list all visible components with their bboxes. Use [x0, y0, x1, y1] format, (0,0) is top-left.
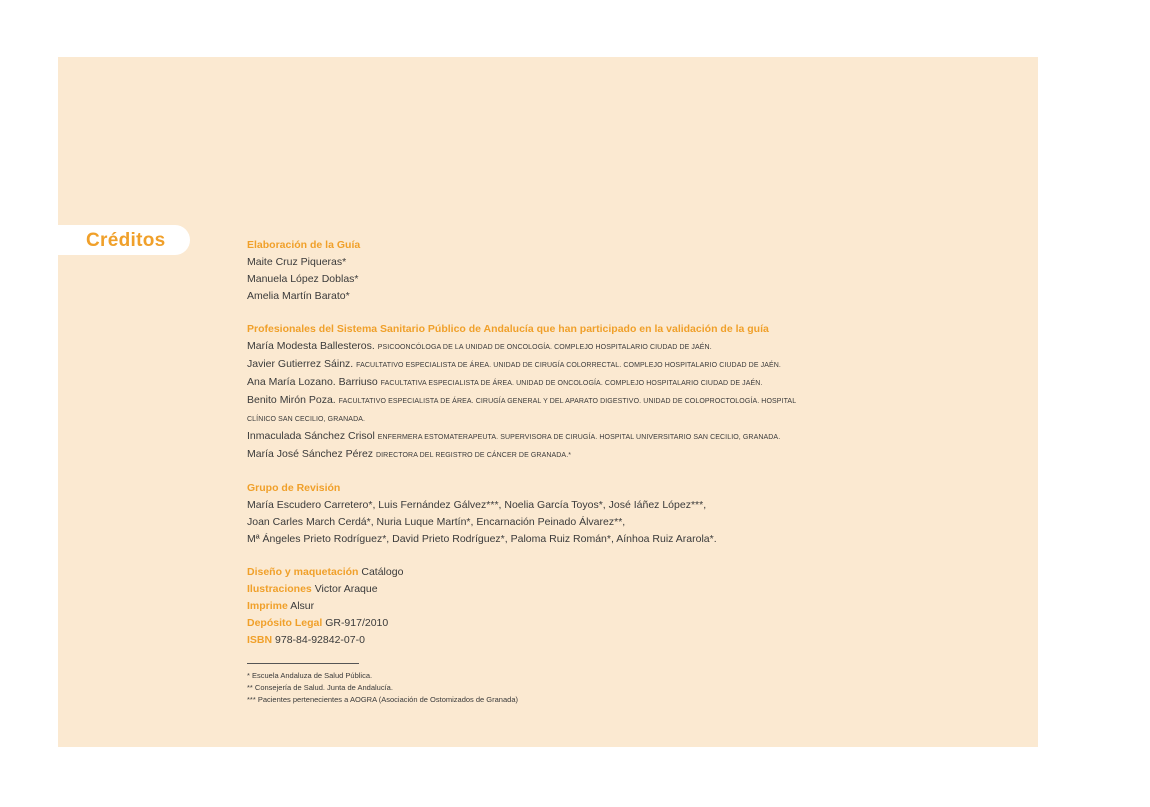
- professional-name: Benito Mirón Poza.: [247, 394, 336, 406]
- author-name: Amelia Martín Barato*: [247, 290, 350, 302]
- credit-value: Alsur: [290, 600, 315, 612]
- credit-value: Victor Araque: [314, 583, 378, 595]
- credit-value: GR-917/2010: [325, 617, 389, 629]
- section-title: Créditos: [86, 230, 166, 251]
- credit-label: ISBN: [247, 634, 273, 646]
- professional-name: María Modesta Ballesteros.: [247, 340, 375, 352]
- professional-entry: [247, 428, 847, 446]
- professional-entry: [247, 392, 847, 410]
- professional-role: FACULTATIVA ESPECIALISTA DE ÁREA. UNIDAD DE ONCOLOGÍA. COMPLEJO HOSPITALARIO CIUDAD DE JAÉN.: [380, 380, 763, 387]
- professional-name: Ana María Lozano. Barriuso: [247, 376, 378, 388]
- credit-value: Catálogo: [361, 566, 404, 578]
- author-name: Maite Cruz Piqueras*: [247, 256, 347, 268]
- author-name: Manuela López Doblas*: [247, 273, 359, 285]
- professional-name: Javier Gutierrez Sáinz.: [247, 358, 354, 370]
- professional-entry: [247, 356, 847, 374]
- credit-isbn: [247, 632, 847, 649]
- credit-value: 978-84-92842-07-0: [275, 634, 365, 646]
- credit-legal-deposit: [247, 615, 847, 632]
- professional-role: PSICOONCÓLOGA DE LA UNIDAD DE ONCOLOGÍA. COMPLEJO HOSPITALARIO CIUDAD DE JAÉN.: [377, 344, 712, 351]
- professional-name: María José Sánchez Pérez: [247, 448, 374, 460]
- credit-illustrations: [247, 581, 847, 598]
- footnote: * Escuela Andaluza de Salud Pública.: [247, 671, 373, 680]
- professional-entry: [247, 338, 847, 356]
- credits-content: [247, 237, 847, 706]
- elaboracion-heading: Elaboración de la Guía: [247, 239, 361, 251]
- professional-role: FACULTATIVO ESPECIALISTA DE ÁREA. UNIDAD DE CIRUGÍA COLORRECTAL. COMPLEJO HOSPITALARIO CIUDAD DE JAÉN.: [356, 362, 781, 369]
- credit-label: Diseño y maquetación: [247, 566, 359, 578]
- profesionales-heading: Profesionales del Sistema Sanitario Público de Andalucía que han participado en la validación de la guía: [247, 323, 769, 335]
- revision-line: María Escudero Carretero*, Luis Fernández Gálvez***, Noelia García Toyos*, José Iáñez López***,: [247, 499, 707, 511]
- professional-role: ENFERMERA ESTOMATERAPEUTA. SUPERVISORA DE CIRUGÍA. HOSPITAL UNIVERSITARIO SAN CECILIO, GRANADA.: [377, 434, 781, 441]
- credit-label: Imprime: [247, 600, 288, 612]
- professional-name: Inmaculada Sánchez Crisol: [247, 430, 375, 442]
- footnote: *** Pacientes pertenecientes a AOGRA (Asociación de Ostomizados de Granada): [247, 695, 518, 704]
- professional-entry-continuation: [247, 410, 847, 428]
- professional-role: DIRECTORA DEL REGISTRO DE CÁNCER DE GRANADA.*: [375, 452, 572, 459]
- professional-entry: [247, 374, 847, 392]
- revision-line: Mª Ángeles Prieto Rodríguez*, David Prieto Rodríguez*, Paloma Ruiz Román*, Aínhoa Ruiz Ararola*.: [247, 533, 717, 545]
- revision-line: Joan Carles March Cerdá*, Nuria Luque Martín*, Encarnación Peinado Álvarez**,: [247, 516, 626, 528]
- credit-design: [247, 564, 847, 581]
- professional-role: FACULTATIVO ESPECIALISTA DE ÁREA. CIRUGÍA GENERAL Y DEL APARATO DIGESTIVO. UNIDAD DE COLOPROCTOLOGÍA. HOSPITAL: [338, 398, 797, 405]
- credit-printer: [247, 598, 847, 615]
- professional-role: CLÍNICO SAN CECILIO, GRANADA.: [247, 416, 366, 423]
- footnote-divider: [247, 663, 359, 664]
- professional-entry: [247, 446, 847, 464]
- footnote: ** Consejería de Salud. Junta de Andalucía.: [247, 683, 393, 692]
- credit-label: Ilustraciones: [247, 583, 312, 595]
- credit-label: Depósito Legal: [247, 617, 323, 629]
- revision-heading: Grupo de Revisión: [247, 482, 341, 494]
